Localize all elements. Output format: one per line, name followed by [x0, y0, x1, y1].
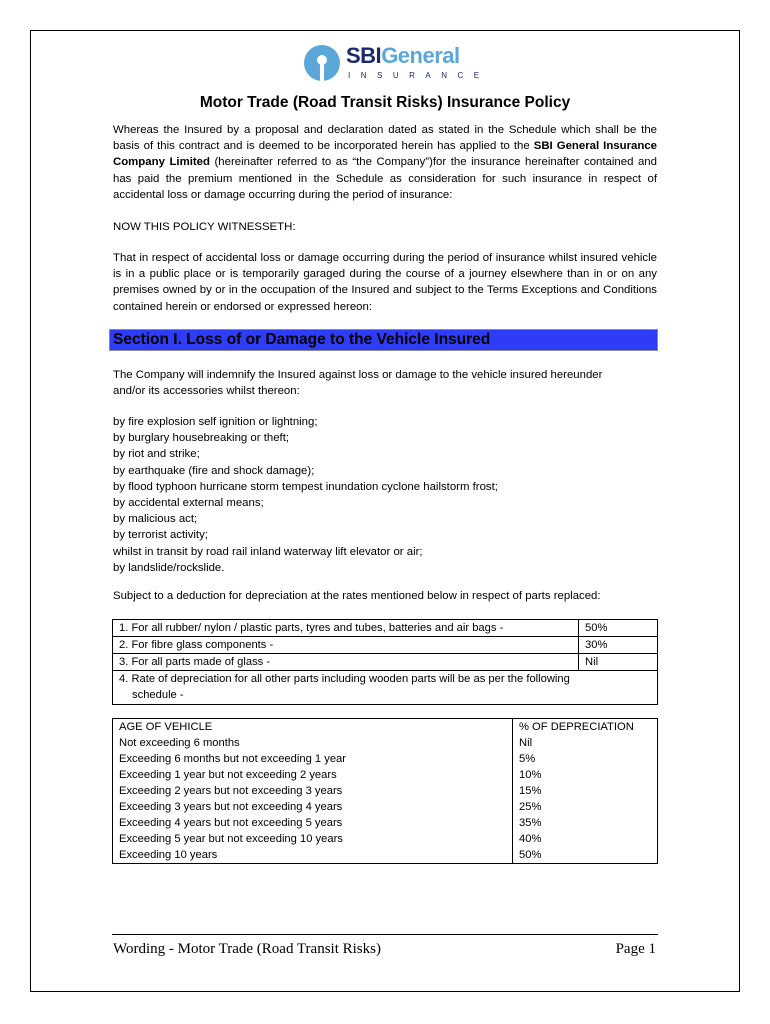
brand-subtitle: INSURANCE	[348, 71, 490, 80]
list-item: by riot and strike;	[113, 448, 200, 461]
list-item: by earthquake (fire and shock damage);	[113, 464, 315, 477]
table-row	[113, 767, 658, 783]
page-number: Page 1	[615, 941, 656, 957]
table-header-row	[113, 719, 658, 736]
table-row	[113, 654, 658, 671]
footer-divider	[112, 934, 658, 935]
sbi-logo-icon	[302, 43, 342, 83]
section-heading-bar	[109, 329, 658, 351]
table-cell: 50%	[579, 620, 658, 637]
list-item: by burglary housebreaking or theft;	[113, 432, 290, 445]
table-cell: 1. For all rubber/ nylon / plastic parts, tyres and tubes, batteries and air bags -	[113, 620, 579, 637]
table-cell: Exceeding 5 year but not exceeding 10 years	[113, 831, 513, 847]
list-item: by accidental external means;	[113, 497, 264, 510]
table-cell: 4. Rate of depreciation for all other parts including wooden parts will be as per the following schedule -	[113, 671, 658, 705]
table-row	[113, 815, 658, 831]
table-cell: 3. For all parts made of glass -	[113, 654, 579, 671]
table-cell: 30%	[579, 637, 658, 654]
table-cell: 35%	[513, 815, 658, 831]
table-row	[113, 751, 658, 767]
table-cell: Exceeding 4 years but not exceeding 5 years	[113, 815, 513, 831]
table-cell: 5%	[513, 751, 658, 767]
table-cell: 15%	[513, 783, 658, 799]
brand-name: SBIGeneral	[346, 43, 460, 68]
table-cell: Nil	[513, 735, 658, 751]
table-cell: 2. For fibre glass components -	[113, 637, 579, 654]
table-row	[113, 847, 658, 864]
table-cell: 50%	[513, 847, 658, 864]
table-cell: Exceeding 6 months but not exceeding 1 year	[113, 751, 513, 767]
table-row	[113, 783, 658, 799]
table-cell: Exceeding 2 years but not exceeding 3 years	[113, 783, 513, 799]
table-row	[113, 831, 658, 847]
table-cell: Exceeding 1 year but not exceeding 2 years	[113, 767, 513, 783]
table-cell: Not exceeding 6 months	[113, 735, 513, 751]
footer-document-title: Wording - Motor Trade (Road Transit Risks)	[113, 941, 381, 957]
table-row	[113, 799, 658, 815]
deduction-note: Subject to a deduction for depreciation at the rates mentioned below in respect of parts replaced:	[113, 590, 601, 602]
risk-list	[113, 414, 657, 576]
column-header: AGE OF VEHICLE	[113, 719, 513, 736]
list-item: by landslide/rockslide.	[113, 561, 225, 574]
sbi-general-logo	[302, 43, 490, 85]
table-cell: Exceeding 10 years	[113, 847, 513, 864]
section-heading: Section I. Loss of or Damage to the Vehicle Insured	[113, 331, 491, 348]
age-depreciation-table	[112, 718, 658, 864]
table-row	[113, 735, 658, 751]
company-name: SBI General Insurance Company Limited	[113, 140, 657, 169]
table-cell: Nil	[579, 654, 658, 671]
table-cell: 10%	[513, 767, 658, 783]
intro-paragraph: Whereas the Insured by a proposal and declaration dated as stated in the Schedule which shall be the basis of this contract and is deemed to be incorporated herein has applied to the SBI General Insurance Company Limited (hereinafter referred to as “the Company”)for the insurance hereinafter contained and has paid the premium mentioned in the Schedule as consideration for such insurance in respect of accidental loss or damage occurring during the period of insurance:	[113, 124, 657, 201]
table-cell: Exceeding 3 years but not exceeding 4 years	[113, 799, 513, 815]
list-item: by malicious act;	[113, 513, 198, 526]
table-cell: 40%	[513, 831, 658, 847]
column-header: % OF DEPRECIATION	[513, 719, 658, 736]
list-item: by flood typhoon hurricane storm tempest inundation cyclone hailstorm frost;	[113, 480, 498, 493]
list-item: whilst in transit by road rail inland waterway lift elevator or air;	[113, 545, 423, 558]
witnesseth-heading: NOW THIS POLICY WITNESSETH:	[113, 221, 296, 233]
list-item: by fire explosion self ignition or lightning;	[113, 416, 318, 428]
table-row	[113, 620, 658, 637]
list-item: by terrorist activity;	[113, 529, 208, 542]
depreciation-rates-table	[112, 619, 658, 705]
table-row	[113, 671, 658, 705]
coverage-clause: That in respect of accidental loss or damage occurring during the period of insurance whilst insured vehicle is in a public place or is temporarily garaged during the course of a journey elsewhere than in or on any premises owned by or in the occupation of the Insured and subject to the Terms Exceptions and Conditions contained herein or endorsed or expressed hereon:	[113, 252, 657, 313]
indemnify-paragraph: The Company will indemnify the Insured against loss or damage to the vehicle insured hereunder and/or its accessories whilst thereon:	[113, 369, 603, 398]
page-title: Motor Trade (Road Transit Risks) Insurance Policy	[199, 94, 571, 111]
table-row	[113, 637, 658, 654]
table-cell: 25%	[513, 799, 658, 815]
